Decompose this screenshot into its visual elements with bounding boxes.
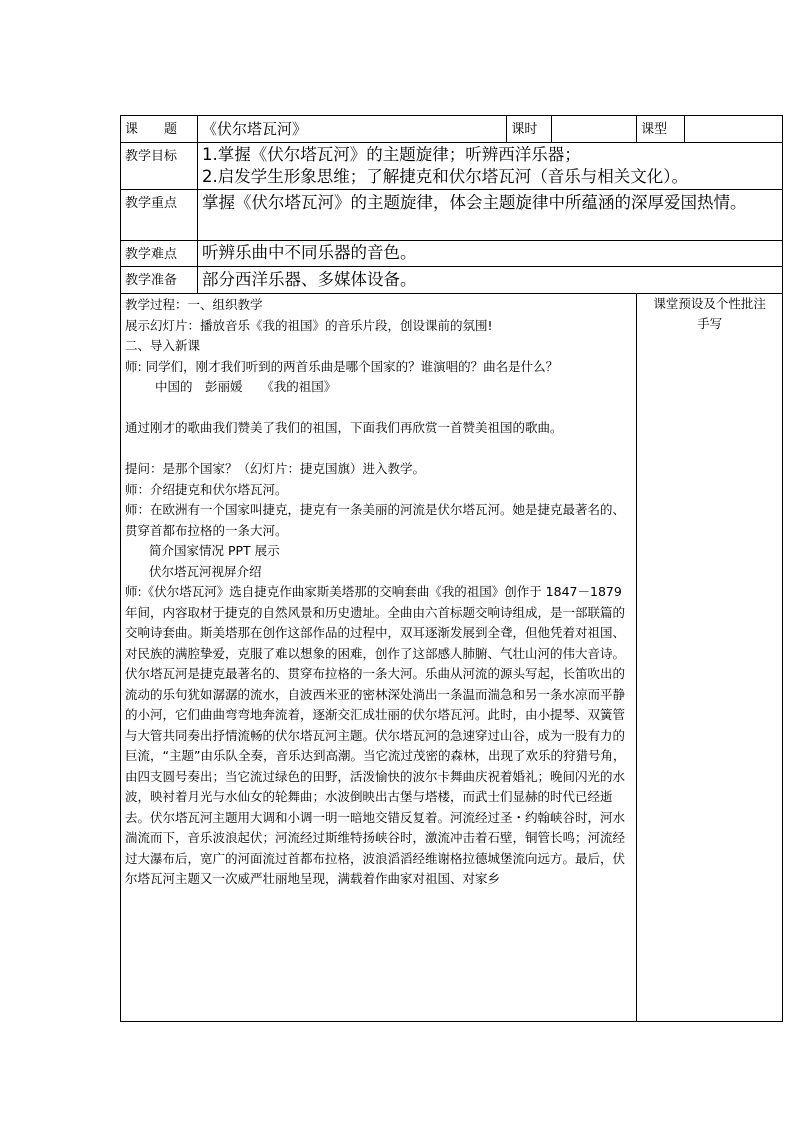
prep-value: 部分西洋乐器、多媒体设备。 bbox=[197, 267, 782, 294]
objective-1: 1.掌握《伏尔塔瓦河》的主题旋律；听辨西洋乐器； bbox=[201, 145, 581, 164]
prep-row bbox=[121, 267, 783, 294]
process-line-10: 简介国家情况 PPT 展示 bbox=[149, 543, 280, 558]
period-label: 课时 bbox=[507, 116, 552, 143]
process-line-4: 师: 同学们，刚才我们听到的两首乐曲是哪个国家的？谁演唱的？曲名是什么？ bbox=[125, 358, 559, 374]
process-line-8: 师：介绍捷克和伏尔塔瓦河。 bbox=[125, 481, 288, 497]
process-line-5: 中国的 彭丽媛 《我的祖国》 bbox=[155, 379, 337, 394]
prep-label: 教学准备 bbox=[121, 267, 198, 294]
objective-2: 2.启发学生形象思维；了解捷克和伏尔塔瓦河（音乐与相关文化）。 bbox=[201, 167, 688, 186]
header-row bbox=[121, 116, 783, 143]
difficulty-value: 听辨乐曲中不同乐器的音色。 bbox=[197, 241, 782, 267]
focus-label: 教学重点 bbox=[121, 190, 198, 241]
type-value bbox=[685, 116, 783, 143]
difficulty-row bbox=[121, 241, 783, 267]
objectives-label: 教学目标 bbox=[121, 143, 198, 190]
process-line-6: 通过刚才的歌曲我们赞美了我们的祖国，下面我们再欣赏一首赞美祖国的歌曲。 bbox=[125, 420, 563, 435]
type-label: 课型 bbox=[637, 116, 685, 143]
process-line-9: 师：在欧洲有一个国家叫捷克，捷克有一条美丽的河流是伏尔塔瓦河。她是捷克最著名的、贯穿首都布拉格的一条大河。 bbox=[125, 502, 626, 538]
annotation-column bbox=[637, 294, 783, 1022]
objectives-row bbox=[121, 143, 783, 190]
topic-value: 《伏尔塔瓦河》 bbox=[197, 116, 506, 143]
process-line-7: 提问：是那个国家？（幻灯片：捷克国旗）进入教学。 bbox=[125, 461, 426, 476]
annotation-title: 课堂预设及个性批注 bbox=[653, 296, 766, 311]
objectives-value bbox=[197, 143, 782, 190]
difficulty-label: 教学难点 bbox=[121, 241, 198, 267]
focus-row bbox=[121, 190, 783, 241]
lesson-plan-table bbox=[120, 115, 783, 1022]
process-line-1: 教学过程：一、组织教学 bbox=[125, 297, 263, 312]
process-content bbox=[121, 294, 637, 1022]
process-line-3: 二、导入新课 bbox=[125, 338, 201, 353]
period-value bbox=[552, 116, 637, 143]
process-line-2: 展示幻灯片：播放音乐《我的祖国》的音乐片段，创设课前的氛围! bbox=[125, 317, 493, 333]
process-line-12: 师:《伏尔塔瓦河》选自捷克作曲家斯美塔那的交响套曲《我的祖国》创作于 1847－1879 年间，内容取材于捷克的自然风景和历史遗址。全曲由六首标题交响诗组成，是一部联篇的交响诗套曲。斯美塔那在创作这部作品的过程中，双耳逐渐发展到全聋，但他凭着对祖国、对民族的满腔挚爱，克服了难以想象的困难，创作了这部感人肺腑、气壮山河的伟大音诗。伏尔塔瓦河是捷克最著名的、贯穿布拉格的一条大河。乐曲从河流的源头写起，长笛吹出的流动的乐句犹如潺潺的流水，自波西米亚的密林深处淌出一条温而湍急和另一条水凉而平静的小河，它们曲曲弯弯地奔流着，逐渐交汇成壮丽的伏尔塔瓦河。此时，由小提琴、双簧管与大管共同奏出抒情流畅的伏尔塔瓦河主题。伏尔塔瓦河的急速穿过山谷，成为一股有力的巨流，“主题”由乐队全奏，音乐达到高潮。当它流过茂密的森林，出现了欢乐的狩猎号角，由四支圆号奏出；当它流过绿色的田野，活泼愉快的波尔卡舞曲庆祝着婚礼；晚间闪光的水波，映衬着月光与水仙女的轮舞曲；水波倒映出古堡与塔楼，而武士们显赫的时代已经逝去。伏尔塔瓦河主题用大调和小调一明一暗地交错反复着。河流经过圣・约翰峡谷时，河水湍流而下，音乐波浪起伏；河流经过斯维特扬峡谷时，激流冲击着石壁，铜管长鸣；河流经过大瀑布后，宽广的河面流过首都布拉格，波浪滔滔经维谢格拉德城堡流向远方。最后，伏尔塔瓦河主题又一次威严壮丽地呈现，满载着作曲家对祖国、对家乡 bbox=[125, 584, 626, 886]
process-line-11: 伏尔塔瓦河视屏介绍 bbox=[149, 563, 262, 579]
process-row bbox=[121, 294, 783, 1022]
focus-value: 掌握《伏尔塔瓦河》的主题旋律，体会主题旋律中所蕴涵的深厚爱国热情。 bbox=[197, 190, 782, 241]
topic-label: 课 题 bbox=[121, 116, 198, 143]
annotation-note: 手写 bbox=[697, 316, 723, 331]
